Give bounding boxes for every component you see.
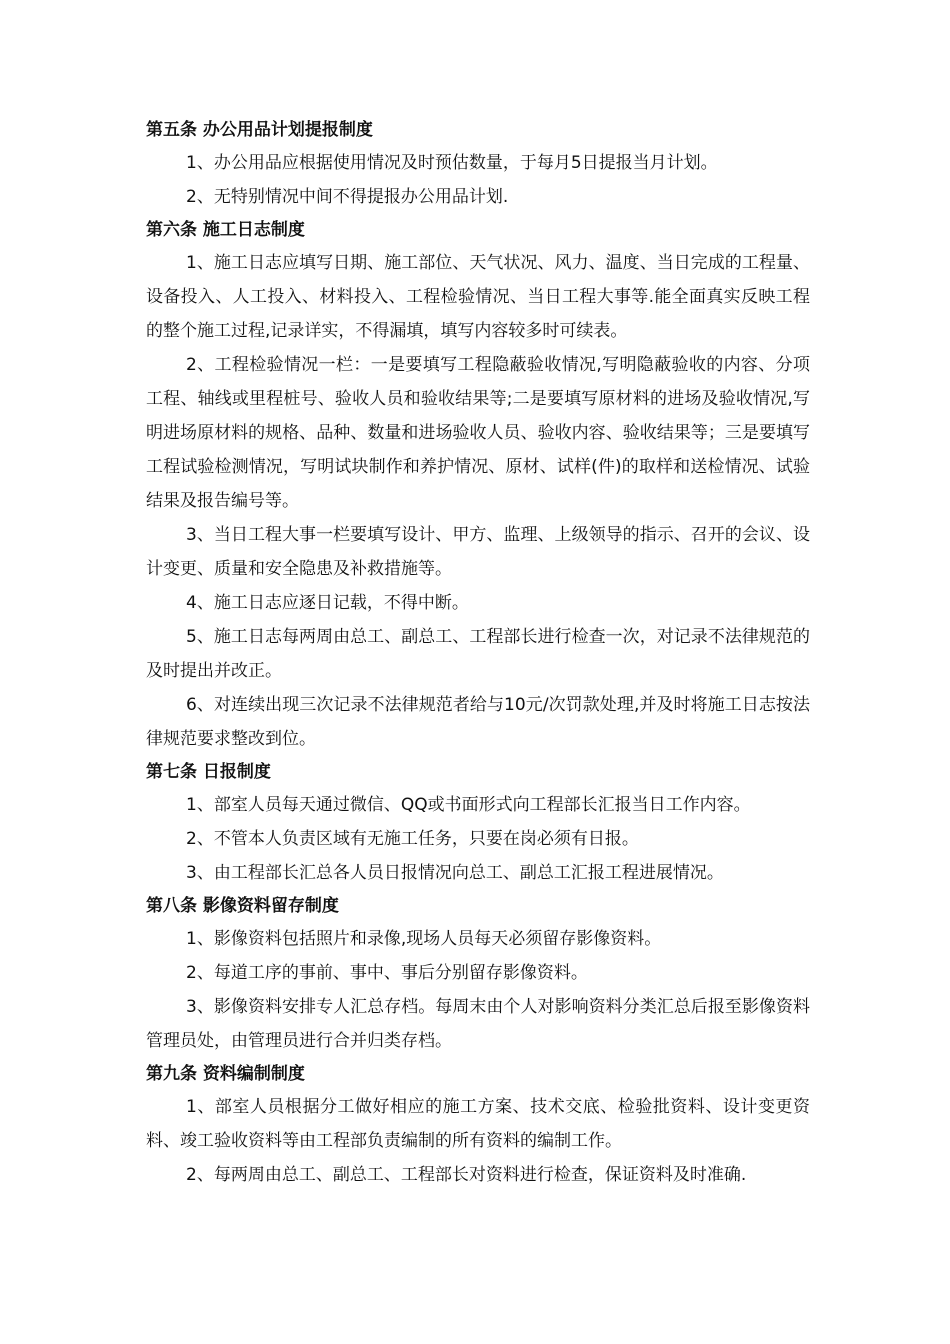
section-8 xyxy=(146,890,810,1058)
section-heading: 第六条 施工日志制度 xyxy=(146,220,305,240)
paragraph: 2、工程检验情况一栏：一是要填写工程隐蔽验收情况,写明隐蔽验收的内容、分项工程、轴线或里程桩号、验收人员和验收结果等;二是要填写原材料的进场及验收情况,写明进场原材料的规格、品种、数量和进场验收人员、验收内容、验收结果等；三是要填写工程试验检测情况，写明试块制作和养护情况、原材、试样(件)的取样和送检情况、试验结果及报告编号等。 xyxy=(146,355,810,511)
section-heading: 第五条 办公用品计划提报制度 xyxy=(146,120,373,140)
paragraph: 1、部室人员每天通过微信、QQ或书面形式向工程部长汇报当日工作内容。 xyxy=(186,795,751,815)
paragraph: 2、不管本人负责区域有无施工任务，只要在岗必须有日报。 xyxy=(186,829,639,849)
paragraph: 6、对连续出现三次记录不法律规范者给与10元/次罚款处理,并及时将施工日志按法律规范要求整改到位。 xyxy=(146,695,810,749)
paragraph: 1、影像资料包括照片和录像,现场人员每天必须留存影像资料。 xyxy=(186,929,662,949)
section-5 xyxy=(146,114,810,214)
paragraph: 2、每两周由总工、副总工、工程部长对资料进行检查，保证资料及时准确. xyxy=(186,1165,747,1185)
paragraph: 1、部室人员根据分工做好相应的施工方案、技术交底、检验批资料、设计变更资料、竣工验收资料等由工程部负责编制的所有资料的编制工作。 xyxy=(146,1097,810,1151)
paragraph: 2、无特别情况中间不得提报办公用品计划. xyxy=(186,187,509,207)
paragraph: 3、当日工程大事一栏要填写设计、甲方、监理、上级领导的指示、召开的会议、设计变更、质量和安全隐患及补救措施等。 xyxy=(146,525,810,579)
section-heading: 第七条 日报制度 xyxy=(146,762,271,782)
paragraph: 1、施工日志应填写日期、施工部位、天气状况、风力、温度、当日完成的工程量、设备投入、人工投入、材料投入、工程检验情况、当日工程大事等.能全面真实反映工程的整个施工过程,记录详实，不得漏填，填写内容较多时可续表。 xyxy=(146,253,810,341)
document-page xyxy=(146,114,810,1192)
paragraph: 1、办公用品应根据使用情况及时预估数量，于每月5日提报当月计划。 xyxy=(186,153,718,173)
section-heading: 第九条 资料编制制度 xyxy=(146,1064,305,1084)
section-6 xyxy=(146,214,810,756)
paragraph: 4、施工日志应逐日记载，不得中断。 xyxy=(186,593,469,613)
paragraph: 3、影像资料安排专人汇总存档。每周末由个人对影响资料分类汇总后报至影像资料管理员处，由管理员进行合并归类存档。 xyxy=(146,997,810,1051)
paragraph: 3、由工程部长汇总各人员日报情况向总工、副总工汇报工程进展情况。 xyxy=(186,863,724,883)
section-7 xyxy=(146,756,810,890)
paragraph: 2、每道工序的事前、事中、事后分别留存影像资料。 xyxy=(186,963,588,983)
section-heading: 第八条 影像资料留存制度 xyxy=(146,896,339,916)
section-9 xyxy=(146,1058,810,1192)
paragraph: 5、施工日志每两周由总工、副总工、工程部长进行检查一次，对记录不法律规范的及时提出并改正。 xyxy=(146,627,810,681)
